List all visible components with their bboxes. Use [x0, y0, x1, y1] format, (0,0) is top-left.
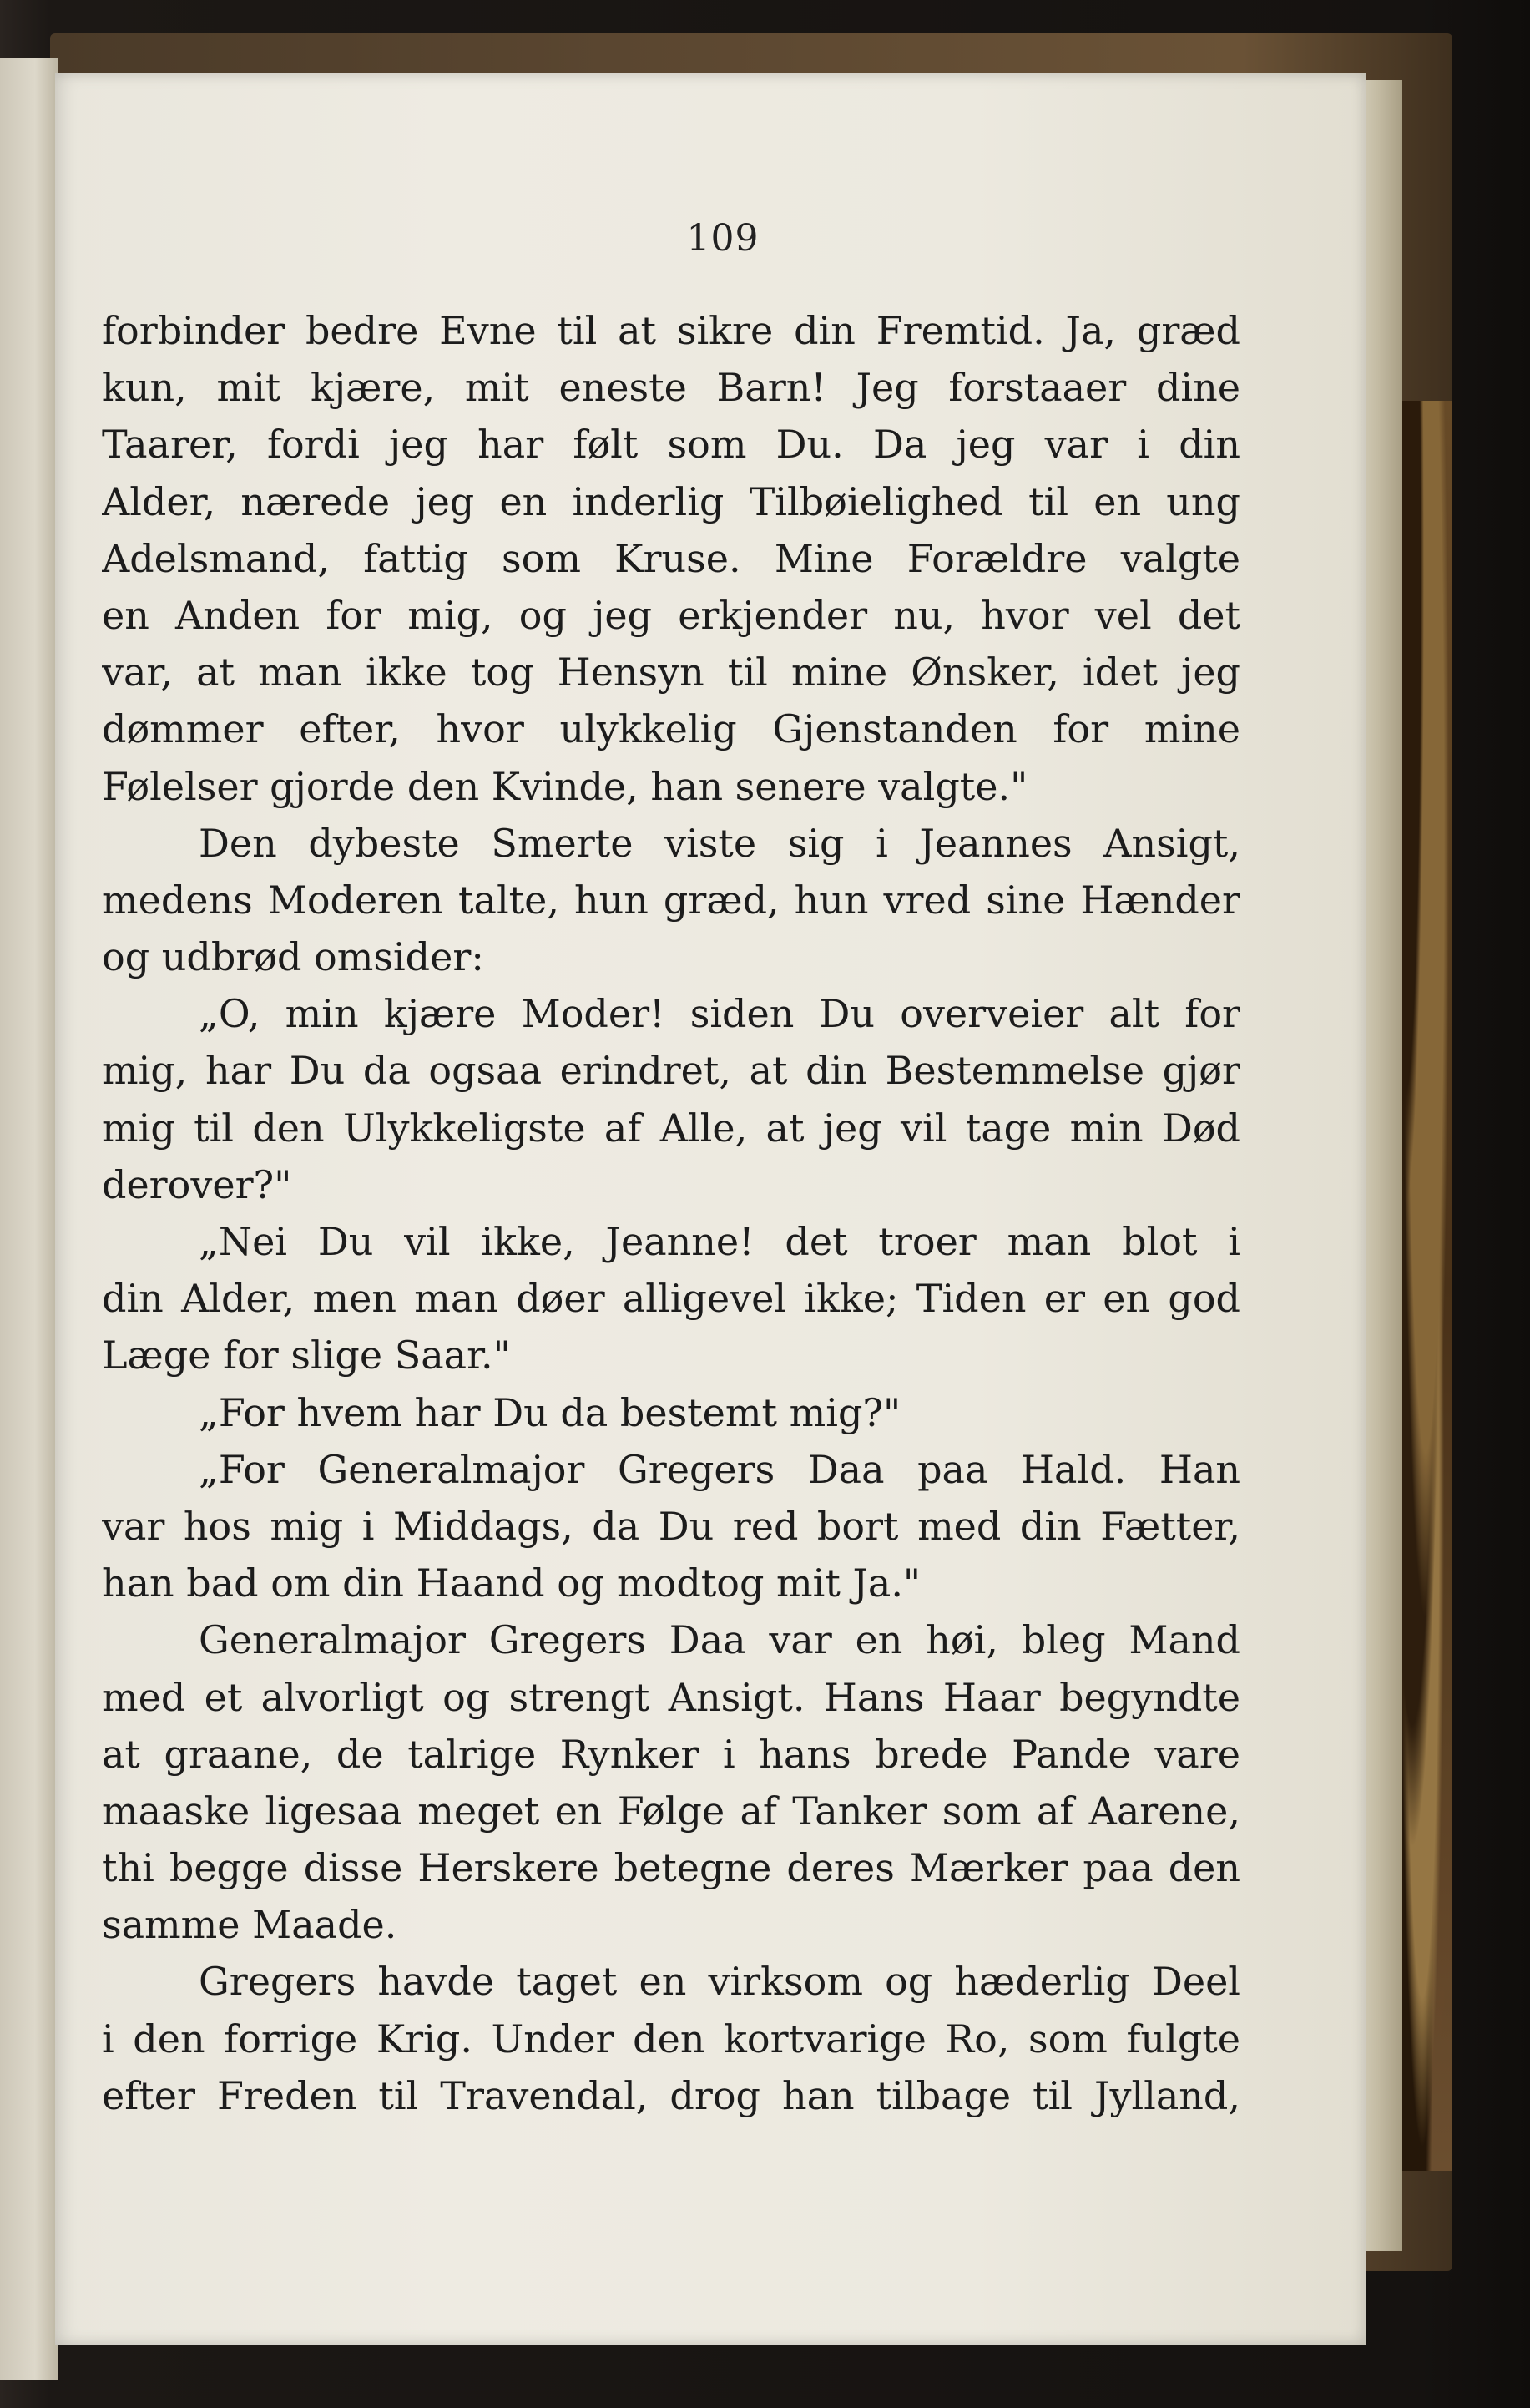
text-line: og udbrød omsider:: [102, 934, 484, 980]
text-line: i den forrige Krig. Under den kortvarige Ro, som fulgte: [102, 2016, 1240, 2061]
text-line: Den dybeste Smerte viste sig i Jeannes Ansigt,: [199, 820, 1240, 866]
text-line: mig, har Du da ogsaa erindret, at din Bestemmelse gjør: [102, 1048, 1240, 1094]
text-line: Gregers havde taget en virksom og hæderlig Deel: [199, 1959, 1240, 2005]
text-line: efter Freden til Travendal, drog han tilbage til Jylland,: [102, 2072, 1240, 2118]
text-line: at graane, de talrige Rynker i hans brede Pande vare: [102, 1731, 1240, 1777]
text-line: Alder, nærede jeg en inderlig Tilbøielighed til en ung: [102, 478, 1240, 524]
text-line: mig til den Ulykkeligste af Alle, at jeg vil tage min Død: [102, 1105, 1240, 1151]
text-line: var, at man ikke tog Hensyn til mine Ønsker, idet jeg: [102, 650, 1240, 696]
text-line: din Alder, men man døer alligevel ikke; Tiden er en god: [102, 1276, 1240, 1322]
text-line: „Nei Du vil ikke, Jeanne! det troer man blot i: [199, 1219, 1240, 1264]
text-line: forbinder bedre Evne til at sikre din Fremtid. Ja, græd: [102, 308, 1240, 353]
text-line: var hos mig i Middags, da Du red bort med din Fætter,: [102, 1503, 1240, 1549]
text-body: [102, 302, 1240, 2124]
text-line: en Anden for mig, og jeg erkjender nu, hvor vel det: [102, 592, 1240, 638]
text-line: Generalmajor Gregers Daa var en høi, bleg Mand: [199, 1617, 1240, 1663]
text-line: Adelsmand, fattig som Kruse. Mine Forældre valgte: [102, 535, 1240, 581]
text-line: „For Generalmajor Gregers Daa paa Hald. Han: [199, 1446, 1240, 1492]
text-line: derover?": [102, 1161, 292, 1207]
text-line: Følelser gjorde den Kvinde, han senere valgte.": [102, 763, 1028, 809]
text-line: maaske ligesaa meget en Følge af Tanker som af Aarene,: [102, 1788, 1240, 1834]
page-number: 109: [686, 217, 760, 260]
text-line: dømmer efter, hvor ulykkelig Gjenstanden for mine: [102, 706, 1240, 752]
left-page-edge: [0, 58, 58, 2380]
text-line: thi begge disse Herskere betegne deres Mærker paa den: [102, 1845, 1240, 1891]
text-line: kun, mit kjære, mit eneste Barn! Jeg forstaaer dine: [102, 365, 1240, 411]
text-line: Læge for slige Saar.": [102, 1333, 511, 1379]
text-line: „O, min kjære Moder! siden Du overveier alt for: [199, 991, 1240, 1037]
text-line: med et alvorligt og strengt Ansigt. Hans Haar begyndte: [102, 1674, 1240, 1720]
text-line: „For hvem har Du da bestemt mig?": [199, 1389, 901, 1435]
text-line: medens Moderen talte, hun græd, hun vred sine Hænder: [102, 877, 1240, 923]
book-page: [55, 73, 1366, 2345]
text-line: samme Maade.: [102, 1902, 397, 1948]
text-line: han bad om din Haand og modtog mit Ja.": [102, 1561, 922, 1606]
text-line: Taarer, fordi jeg har følt som Du. Da jeg var i din: [102, 422, 1240, 468]
